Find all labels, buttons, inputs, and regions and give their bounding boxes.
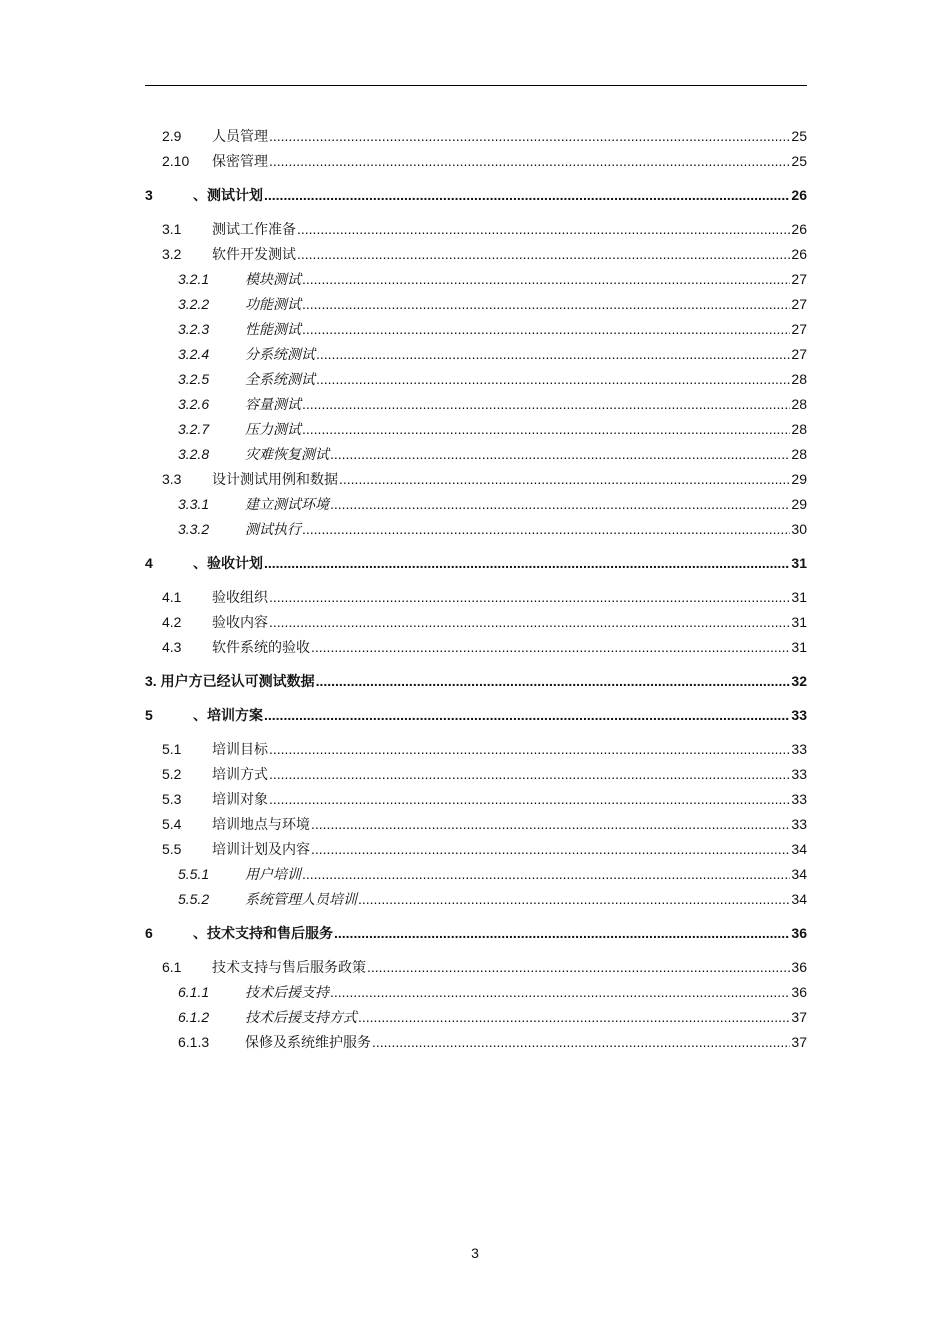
- toc-entry[interactable]: [145, 242, 807, 267]
- toc-entry-number: 4.3: [162, 639, 182, 655]
- toc-entry-page: 28: [791, 446, 807, 462]
- toc-entry-title: 技术支持与售后服务政策: [212, 959, 366, 975]
- toc-entry-title: 软件系统的验收: [212, 639, 310, 655]
- toc-entry[interactable]: [145, 1030, 807, 1055]
- toc-leader-dots: [358, 887, 790, 912]
- toc-entry-title: 用户培训: [245, 866, 301, 882]
- toc-entry-title: 验收内容: [212, 614, 268, 630]
- toc-entry-title: 、测试计划: [193, 187, 263, 203]
- header-rule: [145, 85, 807, 86]
- toc-entry-page: 25: [791, 128, 807, 144]
- toc-entry-page: 33: [791, 791, 807, 807]
- toc-leader-dots: [297, 242, 790, 267]
- toc-leader-dots: [367, 955, 790, 980]
- toc-entry-number: 5.5: [162, 841, 182, 857]
- toc-entry[interactable]: [145, 183, 807, 208]
- toc-entry[interactable]: [145, 921, 807, 946]
- toc-entry-title: 、技术支持和售后服务: [193, 925, 333, 941]
- toc-entry-title: 保密管理: [212, 153, 268, 169]
- toc-leader-dots: [302, 292, 790, 317]
- toc-entry-title: 、培训方案: [193, 707, 263, 723]
- toc-entry[interactable]: [145, 392, 807, 417]
- toc-entry-title: 培训地点与环境: [212, 816, 310, 832]
- toc-entry[interactable]: [145, 342, 807, 367]
- toc-entry[interactable]: [145, 669, 807, 694]
- toc-leader-dots: [372, 1030, 790, 1055]
- toc-entry-title: 系统管理人员培训: [245, 891, 357, 907]
- toc-leader-dots: [297, 217, 790, 242]
- toc-entry-page: 31: [791, 589, 807, 605]
- toc-entry-page: 37: [791, 1009, 807, 1025]
- toc-entry-title: 容量测试: [245, 396, 301, 412]
- toc-entry-page: 26: [791, 221, 807, 237]
- toc-entry-title: 建立测试环境: [245, 496, 329, 512]
- toc-entry[interactable]: [145, 610, 807, 635]
- toc-entry-page: 34: [791, 866, 807, 882]
- toc-leader-dots: [302, 417, 790, 442]
- toc-entry-title: 压力测试: [245, 421, 301, 437]
- toc-entry-page: 31: [791, 639, 807, 655]
- toc-entry-number: 5.5.2: [178, 891, 210, 907]
- toc-entry-page: 26: [791, 187, 807, 203]
- toc-leader-dots: [269, 149, 790, 174]
- toc-leader-dots: [334, 921, 790, 946]
- toc-entry-title: 设计测试用例和数据: [212, 471, 338, 487]
- toc-entry-page: 33: [791, 741, 807, 757]
- toc-leader-dots: [269, 787, 790, 812]
- toc-leader-dots: [264, 703, 790, 728]
- toc-entry[interactable]: [145, 703, 807, 728]
- toc-entry-number: 5.2: [162, 766, 182, 782]
- toc-entry[interactable]: [145, 837, 807, 862]
- toc-entry-title: 分系统测试: [245, 346, 315, 362]
- toc-entry-page: 31: [791, 555, 807, 571]
- toc-entry-number: 5.1: [162, 741, 182, 757]
- toc-leader-dots: [330, 492, 790, 517]
- toc-entry[interactable]: [145, 442, 807, 467]
- toc-leader-dots: [330, 980, 790, 1005]
- toc-entry-page: 26: [791, 246, 807, 262]
- toc-leader-dots: [358, 1005, 790, 1030]
- toc-entry-number: 3.2.7: [178, 421, 210, 437]
- toc-entry[interactable]: [145, 517, 807, 542]
- toc-entry-number: 3.3.2: [178, 521, 210, 537]
- toc-leader-dots: [311, 837, 790, 862]
- toc-entry[interactable]: [145, 417, 807, 442]
- toc-entry[interactable]: [145, 787, 807, 812]
- toc-entry-title: 测试工作准备: [212, 221, 296, 237]
- toc-leader-dots: [269, 737, 790, 762]
- toc-entry-number: 3.2.6: [178, 396, 210, 412]
- toc-entry-title: 灾难恢复测试: [245, 446, 329, 462]
- toc-entry-number: 6.1.3: [178, 1034, 210, 1050]
- toc-entry-page: 25: [791, 153, 807, 169]
- toc-entry-number: 3.2.1: [178, 271, 210, 287]
- toc-entry-page: 36: [791, 925, 807, 941]
- toc-entry-number: 2.9: [162, 128, 182, 144]
- toc-entry-number: 3.2: [162, 246, 182, 262]
- toc-entry-title: 保修及系统维护服务: [245, 1034, 371, 1050]
- toc-entry-page: 33: [791, 766, 807, 782]
- toc-entry-number: 2.10: [162, 153, 190, 169]
- toc-entry-number: 3.3.1: [178, 496, 210, 512]
- toc-entry-page: 28: [791, 421, 807, 437]
- toc-entry-number: 3.2.2: [178, 296, 210, 312]
- toc-entry[interactable]: [145, 217, 807, 242]
- toc-leader-dots: [311, 812, 790, 837]
- toc-entry-page: 30: [791, 521, 807, 537]
- toc-leader-dots: [316, 342, 790, 367]
- toc-entry-number: 5.5.1: [178, 866, 210, 882]
- toc-entry[interactable]: [145, 124, 807, 149]
- toc-entry-page: 27: [791, 296, 807, 312]
- toc-leader-dots: [330, 442, 790, 467]
- toc-entry-title: 、验收计划: [193, 555, 263, 571]
- table-of-contents: [145, 124, 807, 1055]
- toc-entry[interactable]: [145, 467, 807, 492]
- toc-entry[interactable]: [145, 955, 807, 980]
- toc-entry-title: 验收组织: [212, 589, 268, 605]
- toc-entry[interactable]: [145, 887, 807, 912]
- toc-entry-number: 3: [145, 187, 153, 203]
- toc-entry[interactable]: [145, 737, 807, 762]
- toc-entry-title: 性能测试: [245, 321, 301, 337]
- toc-entry-number: 5.4: [162, 816, 182, 832]
- toc-leader-dots: [339, 467, 790, 492]
- toc-entry[interactable]: [145, 980, 807, 1005]
- toc-entry[interactable]: [145, 367, 807, 392]
- toc-entry[interactable]: [145, 762, 807, 787]
- toc-entry-title: 技术后援支持方式: [245, 1009, 357, 1025]
- toc-entry[interactable]: [145, 551, 807, 576]
- toc-entry-page: 33: [791, 707, 807, 723]
- toc-entry-number: 3.3: [162, 471, 182, 487]
- toc-leader-dots: [269, 762, 790, 787]
- toc-entry-number: 3.2.4: [178, 346, 210, 362]
- toc-entry[interactable]: [145, 267, 807, 292]
- toc-entry-title: 模块测试: [245, 271, 301, 287]
- toc-entry-page: 27: [791, 271, 807, 287]
- toc-entry[interactable]: [145, 635, 807, 660]
- toc-entry-title: 培训方式: [212, 766, 268, 782]
- toc-leader-dots: [316, 367, 790, 392]
- toc-entry[interactable]: [145, 862, 807, 887]
- toc-entry[interactable]: [145, 492, 807, 517]
- toc-entry-page: 33: [791, 816, 807, 832]
- toc-entry-title: 培训目标: [212, 741, 268, 757]
- toc-entry-page: 29: [791, 496, 807, 512]
- toc-leader-dots: [316, 669, 791, 694]
- toc-entry-number: 4.1: [162, 589, 182, 605]
- toc-entry-page: 37: [791, 1034, 807, 1050]
- toc-entry-number: 3.1: [162, 221, 182, 237]
- toc-entry-number: 6.1.2: [178, 1009, 210, 1025]
- toc-entry-number: 5: [145, 707, 153, 723]
- toc-leader-dots: [302, 317, 790, 342]
- toc-entry-page: 27: [791, 346, 807, 362]
- toc-entry-number: 6.1.1: [178, 984, 210, 1000]
- page-number: 3: [471, 1245, 479, 1261]
- toc-entry-page: 28: [791, 371, 807, 387]
- toc-entry-title: 全系统测试: [245, 371, 315, 387]
- toc-entry[interactable]: [145, 149, 807, 174]
- toc-leader-dots: [269, 585, 790, 610]
- toc-entry-number: 4: [145, 555, 153, 571]
- toc-entry-page: 27: [791, 321, 807, 337]
- toc-entry-title: 测试执行: [245, 521, 301, 537]
- toc-leader-dots: [311, 635, 790, 660]
- toc-leader-dots: [264, 183, 790, 208]
- toc-entry-page: 34: [791, 891, 807, 907]
- toc-entry[interactable]: [145, 317, 807, 342]
- toc-entry-page: 28: [791, 396, 807, 412]
- toc-entry-number: 3.2.5: [178, 371, 210, 387]
- toc-entry-title: 功能测试: [245, 296, 301, 312]
- toc-leader-dots: [302, 267, 790, 292]
- toc-entry-number: 6: [145, 925, 153, 941]
- toc-entry-number: 3.2.8: [178, 446, 210, 462]
- toc-entry-title: 技术后援支持: [245, 984, 329, 1000]
- toc-leader-dots: [302, 517, 790, 542]
- toc-entry-number: 4.2: [162, 614, 182, 630]
- toc-leader-dots: [302, 862, 790, 887]
- toc-entry[interactable]: [145, 1005, 807, 1030]
- toc-leader-dots: [269, 610, 790, 635]
- toc-entry-title: 软件开发测试: [212, 246, 296, 262]
- toc-entry-number: 5.3: [162, 791, 182, 807]
- toc-entry-title: 培训对象: [212, 791, 268, 807]
- toc-entry[interactable]: [145, 812, 807, 837]
- toc-leader-dots: [264, 551, 790, 576]
- toc-entry-title: 培训计划及内容: [212, 841, 310, 857]
- toc-entry-page: 36: [791, 959, 807, 975]
- toc-entry[interactable]: [145, 585, 807, 610]
- toc-entry-title: 3. 用户方已经认可测试数据: [145, 673, 315, 689]
- toc-entry-title: 人员管理: [212, 128, 268, 144]
- toc-entry-page: 36: [791, 984, 807, 1000]
- toc-leader-dots: [302, 392, 790, 417]
- toc-entry[interactable]: [145, 292, 807, 317]
- toc-entry-page: 34: [791, 841, 807, 857]
- toc-entry-number: 6.1: [162, 959, 182, 975]
- toc-entry-number: 3.2.3: [178, 321, 210, 337]
- toc-entry-page: 32: [791, 673, 807, 689]
- toc-entry-page: 29: [791, 471, 807, 487]
- toc-leader-dots: [269, 124, 790, 149]
- toc-entry-page: 31: [791, 614, 807, 630]
